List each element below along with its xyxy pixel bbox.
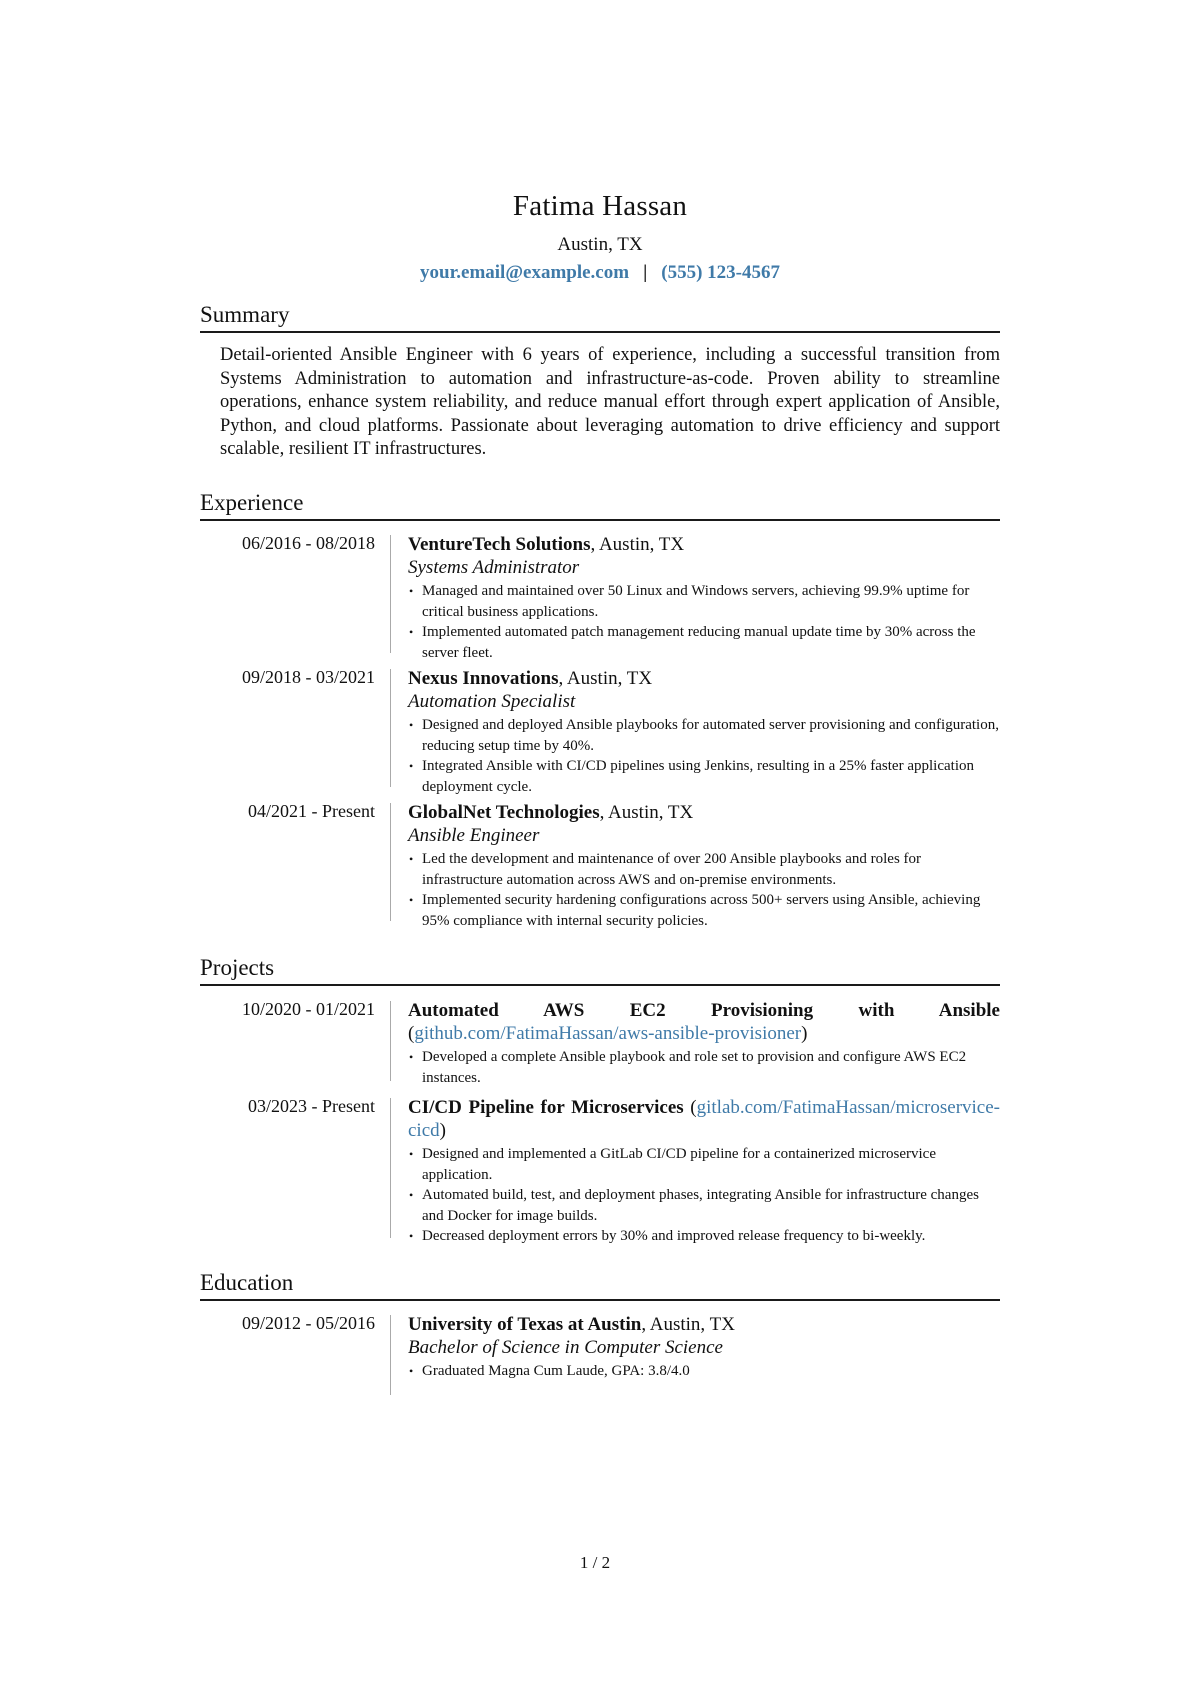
list-item: • Graduated Magna Cum Laude, GPA: 3.8/4.0 bbox=[408, 1361, 1000, 1382]
job-title: Systems Administrator bbox=[408, 557, 580, 578]
list-item: • Integrated Ansible with CI/CD pipelines using Jenkins, resulting in a 25% faster application deployment cycle. bbox=[409, 758, 974, 795]
bullet-icon: • bbox=[409, 718, 414, 732]
bullet-icon: • bbox=[409, 893, 414, 907]
school-name: University of Texas at Austin bbox=[408, 1314, 642, 1335]
entry-date: 09/2018 - 03/2021 bbox=[242, 667, 375, 687]
bullet-icon: • bbox=[409, 1364, 414, 1378]
list-item: • Implemented security hardening configurations across 500+ servers using Ansible, achieving 95% compliance with internal security policies. bbox=[409, 892, 981, 929]
entry-divider bbox=[390, 803, 391, 921]
entry-body bbox=[408, 1096, 1000, 1247]
degree-title: Bachelor of Science in Computer Science bbox=[408, 1337, 723, 1358]
bullet-icon: • bbox=[409, 625, 414, 639]
entry-date: 10/2020 - 01/2021 bbox=[242, 999, 375, 1019]
entry-heading bbox=[408, 801, 1000, 824]
list-item: • Managed and maintained over 50 Linux and Windows servers, achieving 99.9% uptime for critical business applications. bbox=[409, 583, 970, 620]
list-item: • Designed and deployed Ansible playbooks for automated server provisioning and configuration, reducing setup time by 40%. bbox=[409, 717, 999, 754]
project-heading: CI/CD Pipeline for Microservices (gitlab.com/FatimaHassan/microservice-cicd) bbox=[408, 1097, 1000, 1141]
company-location: , Austin, TX bbox=[558, 668, 653, 689]
company-name: Nexus Innovations bbox=[408, 668, 559, 689]
entry-heading bbox=[408, 533, 1000, 556]
bullet-icon: • bbox=[409, 1188, 414, 1202]
list-item: • Developed a complete Ansible playbook and role set to provision and configure AWS EC2 instances. bbox=[409, 1049, 967, 1086]
bullet-icon: • bbox=[409, 584, 414, 598]
project-link[interactable]: gitlab.com/FatimaHassan/microservice-cicd bbox=[408, 1097, 1000, 1141]
company-name: GlobalNet Technologies bbox=[408, 802, 600, 823]
school-location: , Austin, TX bbox=[641, 1314, 735, 1335]
entry-heading bbox=[408, 667, 1000, 690]
entry-date: 04/2021 - Present bbox=[248, 801, 375, 821]
project-link[interactable]: github.com/FatimaHassan/aws-ansible-provisioner bbox=[414, 1023, 802, 1044]
company-name: VentureTech Solutions bbox=[408, 534, 591, 555]
bullet-list bbox=[408, 1361, 1000, 1382]
bullet-icon: • bbox=[409, 852, 414, 866]
entry-date: 06/2016 - 08/2018 bbox=[242, 533, 375, 553]
contact-separator: | bbox=[643, 262, 648, 283]
list-item: • Decreased deployment errors by 30% and improved release frequency to bi-weekly. bbox=[408, 1226, 1000, 1247]
bullet-icon: • bbox=[409, 1147, 414, 1161]
bullet-icon: • bbox=[409, 759, 414, 773]
project-name: CI/CD Pipeline for Microservices bbox=[408, 1097, 684, 1118]
list-item: • Led the development and maintenance of over 200 Ansible playbooks and roles for infrastructure automation across AWS and on-premise environments. bbox=[409, 851, 922, 888]
section-title-experience: Experience bbox=[200, 490, 1000, 521]
list-item: • Automated build, test, and deployment phases, integrating Ansible for infrastructure changes and Docker for image builds. bbox=[409, 1187, 979, 1224]
section-title-projects: Projects bbox=[200, 955, 1000, 986]
company-location: , Austin, TX bbox=[599, 802, 694, 823]
entry-body bbox=[408, 999, 1000, 1088]
entry-divider bbox=[390, 1001, 391, 1081]
bullet-list bbox=[408, 715, 1000, 797]
entry-body bbox=[408, 667, 1000, 797]
entry-body bbox=[408, 1313, 1000, 1382]
email-link[interactable]: your.email@example.com bbox=[420, 262, 630, 283]
entry-divider bbox=[390, 669, 391, 787]
bullet-icon: • bbox=[409, 1050, 414, 1064]
job-title: Ansible Engineer bbox=[408, 825, 540, 846]
section-title-summary: Summary bbox=[200, 302, 1000, 333]
summary-text: Detail-oriented Ansible Engineer with 6 years of experience, including a successful transition from Systems Administration to automation and infrastructure-as-code. Proven ability to streamline operations, enhance system reliability, and reduce manual effort through expert application of Ansible, Python, and cloud platforms. Passionate about leveraging automation to drive efficiency and support scalable, resilient IT infrastructures. bbox=[220, 345, 1000, 459]
entry-date: 03/2023 - Present bbox=[248, 1096, 375, 1116]
candidate-name: Fatima Hassan bbox=[512, 190, 688, 222]
candidate-location: Austin, TX bbox=[557, 234, 643, 255]
entry-divider bbox=[390, 535, 391, 653]
phone-link[interactable]: (555) 123-4567 bbox=[661, 262, 780, 283]
bullet-list bbox=[408, 1047, 1000, 1088]
entry-body bbox=[408, 533, 1000, 663]
list-item: • Designed and implemented a GitLab CI/CD pipeline for a containerized microservice application. bbox=[409, 1146, 936, 1183]
entry-date: 09/2012 - 05/2016 bbox=[242, 1313, 375, 1333]
section-title-education: Education bbox=[200, 1270, 1000, 1301]
entry-divider bbox=[390, 1098, 391, 1238]
bullet-list bbox=[408, 849, 1000, 931]
entry-heading bbox=[408, 1313, 1000, 1336]
page-indicator: 1 / 2 bbox=[579, 1553, 611, 1572]
project-heading: Automated AWS EC2 Provisioning with Ansible (github.com/FatimaHassan/aws-ansible-provisioner) bbox=[408, 1000, 1000, 1044]
bullet-list bbox=[408, 581, 1000, 663]
list-item: • Implemented automated patch management reducing manual update time by 30% across the server fleet. bbox=[409, 624, 976, 661]
bullet-list bbox=[408, 1144, 1000, 1247]
company-location: , Austin, TX bbox=[590, 534, 685, 555]
entry-body bbox=[408, 801, 1000, 931]
project-name: Automated AWS EC2 Provisioning with Ansible bbox=[408, 1000, 1000, 1021]
bullet-icon: • bbox=[409, 1229, 414, 1243]
job-title: Automation Specialist bbox=[408, 691, 576, 712]
entry-divider bbox=[390, 1315, 391, 1395]
contact-line bbox=[200, 262, 1000, 284]
